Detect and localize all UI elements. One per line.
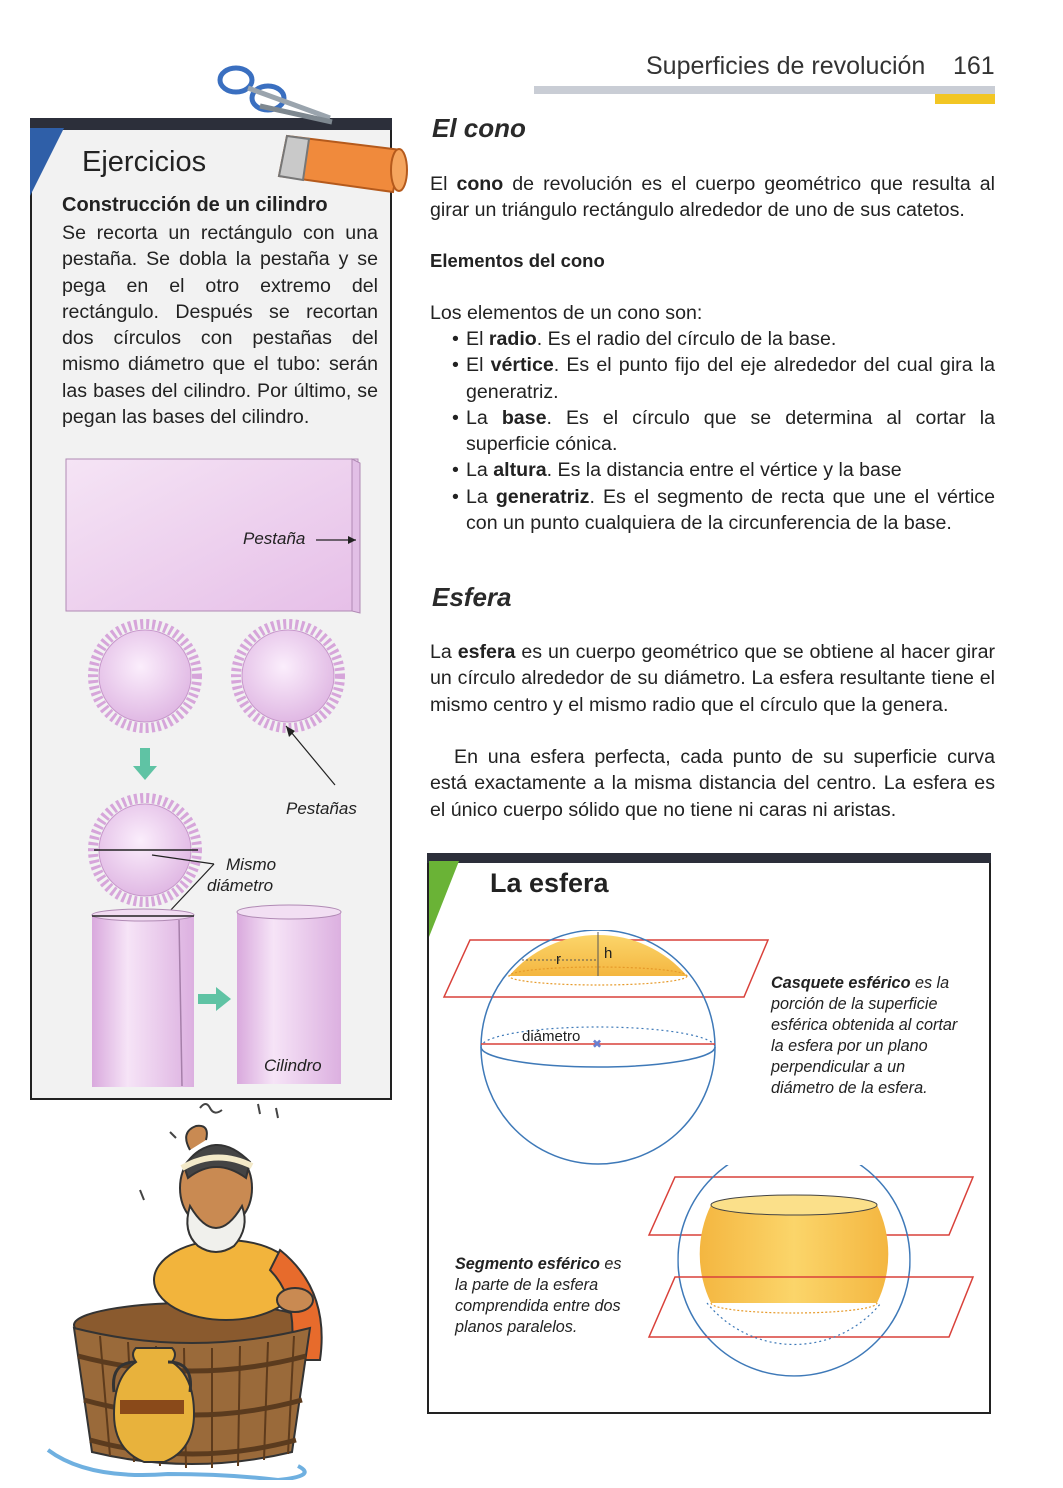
label-cylinder: Cilindro	[264, 1056, 322, 1075]
cone-elements-list	[452, 326, 995, 536]
cone-elements-intro: Los elementos de un cono son:	[430, 302, 703, 324]
list-item: • El radio. Es el radio del círculo de la base.	[452, 328, 837, 350]
header-rule	[534, 86, 995, 94]
label-tab: Pestaña	[243, 529, 306, 548]
exercises-corner-triangle	[30, 128, 70, 198]
cap-caption: Casquete esférico es la porción de la superficie esférica obtenida al cortar la esfera por un plano perpendicular a un diámetro de la esfera.	[771, 974, 958, 1097]
label-h: h	[604, 945, 613, 962]
cone-intro: El cono de revolución es el cuerpo geométrico que resulta al girar un triángulo rectángulo alrededor de uno de sus catetos.	[430, 173, 995, 222]
list-item: • El vértice. Es el punto fijo del eje alrededor del cual gira la generatriz.	[452, 354, 995, 403]
archimedes-illustration	[40, 1100, 390, 1480]
page-number: 161	[953, 52, 995, 80]
exercises-title: Ejercicios	[82, 146, 207, 178]
segment-caption: Segmento esférico es la parte de la esfera comprendida entre dos planos paralelos.	[455, 1255, 622, 1336]
list-item: • La altura. Es la distancia entre el vértice y la base	[452, 459, 902, 482]
spherical-cap-diagram	[440, 930, 775, 1170]
list-item: • La base. Es el círculo que se determina al cortar la superficie cónica.	[452, 406, 995, 456]
header-accent	[935, 94, 995, 104]
exercises-subtitle: Construcción de un cilindro	[62, 194, 328, 216]
label-diameter: diámetro	[207, 876, 274, 895]
cone-heading: El cono	[432, 113, 526, 143]
cone-elements-heading: Elementos del cono	[430, 250, 605, 271]
exercises-body: Se recorta un rectángulo con una pestaña. Se dobla la pestaña y se pega en el otro extremo del rectángulo. Después se recortan dos círculos con pestañas del mismo diámetro que el tubo: serán las bases del cilindro. Por último, se pegan las bases del cilindro.	[62, 222, 378, 429]
glue-stick-icon	[275, 118, 420, 196]
sphere-heading: Esfera	[432, 582, 512, 612]
sphere-box-top-bar	[427, 853, 991, 863]
label-tabs: Pestañas	[286, 799, 357, 818]
label-r: r	[556, 951, 561, 968]
sphere-box-title: La esfera	[490, 868, 609, 898]
sphere-box-corner-triangle	[429, 861, 463, 941]
svg-text:✖: ✖	[592, 1037, 603, 1051]
sphere-paragraph-2: En una esfera perfecta, cada punto de su superficie curva está exactamente a la misma distancia del centro. La esfera es el único cuerpo sólido que no tiene ni caras ni aristas.	[430, 746, 995, 821]
running-header-title: Superficies de revolución	[646, 52, 926, 80]
spherical-segment-diagram	[645, 1165, 980, 1405]
sphere-paragraph-1: La esfera es un cuerpo geométrico que se obtiene al hacer girar un círculo alrededor de su diámetro. La esfera resultante tiene el mismo centro y el mismo radio que el círculo que la genera.	[430, 641, 995, 716]
label-sphere-diameter: diámetro	[522, 1028, 581, 1045]
list-item: • La generatriz. Es el segmento de recta que une el vértice con un punto cualquiera de la circunferencia de la base.	[452, 485, 995, 535]
label-same: Mismo	[226, 855, 277, 874]
cylinder-construction-diagram	[30, 450, 392, 1090]
